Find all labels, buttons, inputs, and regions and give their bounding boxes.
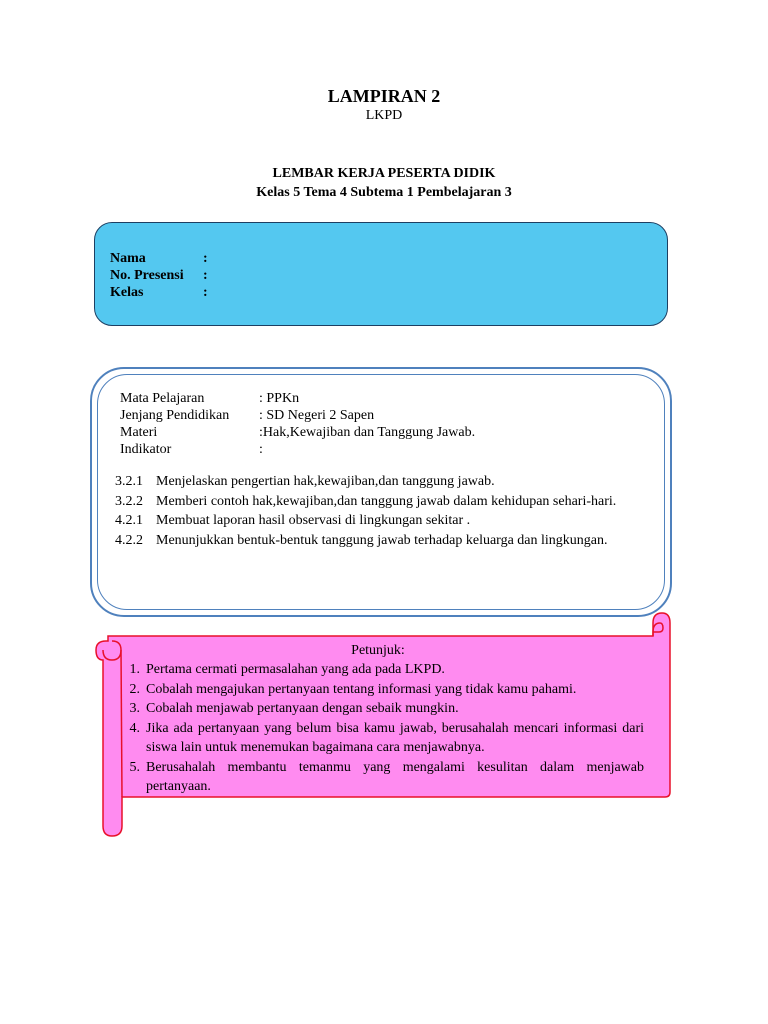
instructions-heading: Petunjuk: bbox=[351, 643, 405, 658]
instruction-number: 5. bbox=[129, 759, 140, 775]
level-label: Jenjang Pendidikan bbox=[120, 408, 230, 423]
name-label: Nama bbox=[110, 251, 146, 266]
instruction-number: 2. bbox=[129, 681, 140, 697]
instruction-number: 3. bbox=[129, 701, 140, 716]
instruction-text: Cobalah menjawab pertanyaan dengan sebaik mungkin. bbox=[146, 701, 459, 716]
subject-label: Mata Pelajaran bbox=[120, 391, 205, 406]
material-value: :Hak,Kewajiban dan Tanggung Jawab. bbox=[259, 425, 476, 440]
indicator-text: Membuat laporan hasil observasi di lingkungan sekitar . bbox=[156, 513, 471, 528]
indicator-text: Memberi contoh hak,kewajiban,dan tanggung jawab dalam kehidupan sehari-hari. bbox=[156, 493, 617, 509]
attendance-separator: : bbox=[203, 268, 208, 283]
indicator-text: Menunjukkan bentuk-bentuk tanggung jawab terhadap keluarga dan lingkungan. bbox=[156, 532, 608, 548]
indicator-number: 3.2.2 bbox=[115, 493, 143, 509]
instruction-item bbox=[112, 719, 644, 758]
subject-value: : PPKn bbox=[259, 391, 300, 406]
indicator-number: 4.2.2 bbox=[115, 532, 143, 548]
instruction-text: Jika ada pertanyaan yang belum bisa kamu jawab, berusahalah mencari informasi dari siswa lain untuk menemukan bagaimana cara menjawabnya. bbox=[146, 720, 644, 755]
instruction-text: Pertama cermati permasalahan yang ada pada LKPD. bbox=[146, 662, 445, 677]
material-label: Materi bbox=[120, 425, 158, 440]
instruction-item bbox=[112, 699, 644, 719]
instruction-item bbox=[112, 758, 644, 797]
instruction-number: 4. bbox=[129, 720, 140, 736]
page-title: LAMPIRAN 2 bbox=[327, 86, 441, 106]
indicator-text: Menjelaskan pengertian hak,kewajiban,dan tanggung jawab. bbox=[156, 474, 495, 489]
attendance-label: No. Presensi bbox=[110, 268, 184, 283]
worksheet-subtitle: Kelas 5 Tema 4 Subtema 1 Pembelajaran 3 bbox=[256, 185, 512, 200]
indicator-value: : bbox=[259, 442, 263, 457]
indicator-number: 4.2.1 bbox=[115, 513, 143, 528]
instruction-item bbox=[112, 660, 644, 680]
instruction-number: 1. bbox=[129, 662, 140, 677]
instruction-text: Berusahalah membantu temanmu yang mengalami kesulitan dalam menjawab pertanyaan. bbox=[146, 759, 644, 794]
class-separator: : bbox=[203, 285, 208, 300]
indicator-label: Indikator bbox=[120, 442, 172, 457]
class-label: Kelas bbox=[110, 285, 144, 300]
instructions bbox=[112, 641, 644, 797]
indicator-number: 3.2.1 bbox=[115, 474, 143, 489]
level-value: : SD Negeri 2 Sapen bbox=[259, 408, 375, 423]
name-separator: : bbox=[203, 251, 208, 266]
instruction-text: Cobalah mengajukan pertanyaan tentang informasi yang tidak kamu pahami. bbox=[146, 681, 577, 697]
instruction-item bbox=[112, 680, 644, 700]
page-subtitle: LKPD bbox=[365, 108, 403, 123]
worksheet-title: LEMBAR KERJA PESERTA DIDIK bbox=[272, 166, 496, 181]
